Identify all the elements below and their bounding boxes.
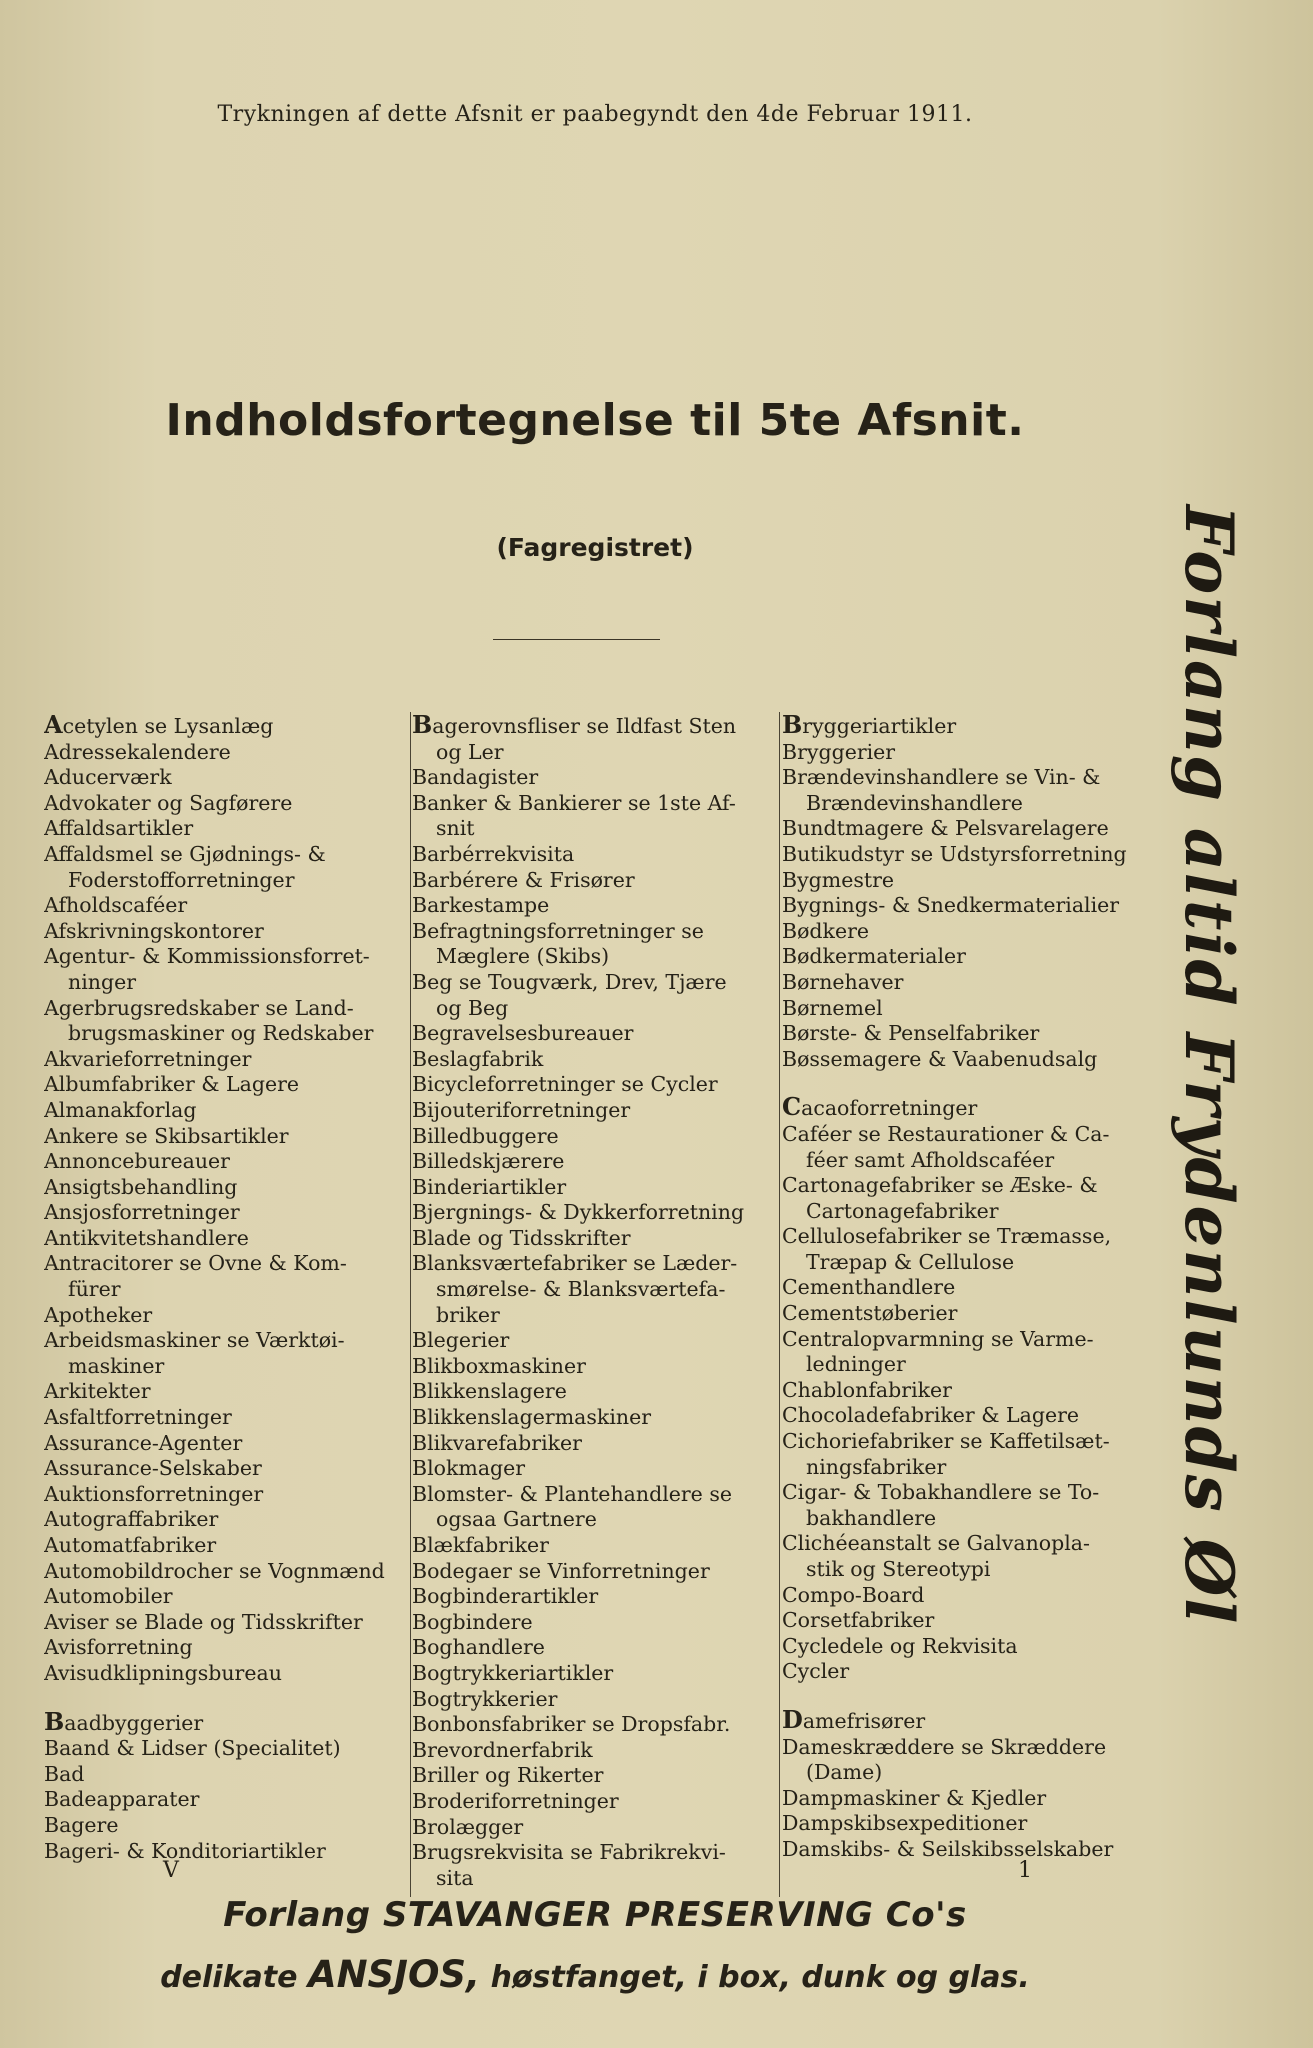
index-entry bbox=[44, 1277, 404, 1303]
index-entry bbox=[412, 1840, 772, 1866]
index-entry-text: Blikkenslagere bbox=[412, 1379, 567, 1404]
column-separator bbox=[410, 712, 411, 1897]
index-entry-text: Cementhandlere bbox=[782, 1275, 956, 1300]
index-entry-text: Bogbindere bbox=[412, 1609, 533, 1634]
index-entry-text: Avisforretning bbox=[44, 1635, 193, 1660]
footer-ad-line-1: Forlang STAVANGER PRESERVING Co's bbox=[223, 1895, 967, 1935]
index-entry bbox=[782, 842, 1142, 868]
index-entry-text: Cartonagefabriker se Æske- & bbox=[782, 1173, 1098, 1198]
index-entry-text: Affaldsartikler bbox=[44, 816, 194, 841]
initial-letter: D bbox=[782, 1704, 803, 1734]
index-entry bbox=[44, 842, 404, 868]
index-entry-text: Caféer se Restaurationer & Ca- bbox=[782, 1121, 1110, 1146]
index-entry bbox=[412, 1328, 772, 1354]
index-entry-text: og Beg bbox=[436, 995, 509, 1020]
printing-note: Trykningen af dette Afsnit er paabegyndt den 4de Februar 1911. bbox=[217, 102, 973, 127]
index-entry bbox=[412, 1559, 772, 1585]
index-entry-text: ogsaa Gartnere bbox=[436, 1507, 597, 1532]
index-entry bbox=[44, 816, 404, 842]
index-entry-text: Bundtmagere & Pelsvarelagere bbox=[782, 816, 1109, 841]
index-entry bbox=[412, 868, 772, 894]
index-entry-text: Bodegaer se Vinforretninger bbox=[412, 1558, 710, 1583]
index-entry bbox=[782, 712, 1142, 740]
index-entry-text: smørelse- & Blanksværtefa- bbox=[436, 1277, 726, 1302]
index-entry bbox=[782, 1760, 1142, 1786]
index-entry-text: Asfaltforretninger bbox=[44, 1405, 232, 1430]
index-entry bbox=[782, 1480, 1142, 1506]
index-entry bbox=[782, 1704, 1142, 1735]
index-entry-text: Agerbrugsredskaber se Land- bbox=[44, 995, 354, 1020]
index-entry-text: Centralopvarmning se Varme- bbox=[782, 1326, 1094, 1351]
index-entry-text: Broderiforretninger bbox=[412, 1788, 619, 1813]
index-entry-text: Bygnings- & Snedkermaterialier bbox=[782, 893, 1120, 918]
index-entry-text: Akvarieforretninger bbox=[44, 1046, 252, 1071]
index-entry bbox=[44, 765, 404, 791]
index-entry bbox=[412, 996, 772, 1022]
index-entry bbox=[782, 1634, 1142, 1660]
index-entry-text: ningsfabriker bbox=[806, 1454, 947, 1479]
column-separator bbox=[779, 712, 780, 1897]
index-entry-text: ninger bbox=[68, 969, 137, 994]
index-entry-text: Assurance-Selskaber bbox=[44, 1456, 262, 1481]
index-entry-text: snit bbox=[436, 816, 475, 841]
index-column-2 bbox=[412, 712, 772, 1892]
index-entry bbox=[44, 919, 404, 945]
index-entry-text: og Ler bbox=[436, 739, 504, 764]
index-entry-text: Corsetfabriker bbox=[782, 1608, 935, 1633]
index-entry-text: Blanksværtefabriker se Læder- bbox=[412, 1251, 738, 1276]
index-entry bbox=[44, 996, 404, 1022]
index-entry-text: Børste- & Penselfabriker bbox=[782, 1021, 1040, 1046]
index-entry-text: Blegerier bbox=[412, 1328, 510, 1353]
initial-letter: C bbox=[782, 1092, 802, 1122]
initial-letter: B bbox=[412, 712, 433, 739]
index-entry-text: Begravelsesbureauer bbox=[412, 1021, 634, 1046]
index-entry-text: Bagere bbox=[44, 1812, 119, 1837]
index-entry bbox=[782, 944, 1142, 970]
index-entry-text: Børnehaver bbox=[782, 969, 904, 994]
index-entry-text: Barbérrekvisita bbox=[412, 841, 575, 866]
index-entry bbox=[412, 1277, 772, 1303]
index-entry-text: Cigar- & Tobakhandlere se To- bbox=[782, 1480, 1100, 1505]
index-entry-text: Annoncebureauer bbox=[44, 1149, 230, 1174]
index-entry bbox=[412, 1610, 772, 1636]
index-entry bbox=[412, 791, 772, 817]
index-entry-text: féer samt Afholdscaféer bbox=[806, 1147, 1055, 1172]
index-entry-text: Chablonfabriker bbox=[782, 1377, 952, 1402]
index-entry-text: briker bbox=[436, 1302, 500, 1327]
index-entry bbox=[782, 1403, 1142, 1429]
index-entry-text: Almanakforlag bbox=[44, 1097, 197, 1122]
index-entry bbox=[44, 1762, 404, 1788]
index-entry bbox=[782, 1047, 1142, 1073]
index-entry bbox=[782, 1173, 1142, 1199]
index-entry-text: Blade og Tidsskrifter bbox=[412, 1225, 631, 1250]
index-entry-text: Chocoladefabriker & Lagere bbox=[782, 1403, 1080, 1428]
index-entry-text: Blikboxmaskiner bbox=[412, 1353, 586, 1378]
index-entry-text: Bødkere bbox=[782, 918, 870, 943]
index-entry bbox=[782, 1557, 1142, 1583]
index-entry bbox=[44, 1533, 404, 1559]
index-entry-text: Barkestampe bbox=[412, 893, 550, 918]
index-entry-text: bakhandlere bbox=[806, 1505, 937, 1530]
index-entry-text: (Dame) bbox=[806, 1760, 883, 1785]
index-entry bbox=[44, 1559, 404, 1585]
index-entry-text: Ansjosforretninger bbox=[44, 1200, 240, 1225]
index-entry-text: Badeapparater bbox=[44, 1787, 200, 1812]
index-entry-text: Brevordnerfabrik bbox=[412, 1737, 593, 1762]
index-entry-text: Automobiler bbox=[44, 1584, 173, 1609]
index-entry-text: Cellulosefabriker se Træmasse, bbox=[782, 1224, 1112, 1249]
index-entry-text: Dameskræddere se Skræddere bbox=[782, 1734, 1107, 1759]
index-entry bbox=[412, 1251, 772, 1277]
index-entry-text: Apotheker bbox=[44, 1302, 153, 1327]
index-entry bbox=[782, 1786, 1142, 1812]
index-entry bbox=[412, 1175, 772, 1201]
index-entry bbox=[782, 919, 1142, 945]
index-entry-text: Avisudklipningsbureau bbox=[44, 1660, 282, 1685]
initial-letter: B bbox=[782, 712, 803, 739]
index-entry bbox=[412, 1149, 772, 1175]
index-entry bbox=[782, 1199, 1142, 1225]
index-entry-text: Banker & Bankierer se 1ste Af- bbox=[412, 790, 736, 815]
index-entry-text: Billedskjærere bbox=[412, 1149, 565, 1174]
index-entry-text: Cementstøberier bbox=[782, 1301, 958, 1326]
index-entry bbox=[44, 1124, 404, 1150]
index-entry bbox=[412, 712, 772, 740]
index-entry-text: Bødkermaterialer bbox=[782, 944, 966, 969]
index-entry bbox=[44, 1584, 404, 1610]
index-entry bbox=[412, 919, 772, 945]
index-entry bbox=[412, 1687, 772, 1713]
index-entry bbox=[782, 765, 1142, 791]
index-entry bbox=[782, 1378, 1142, 1404]
index-entry bbox=[44, 1226, 404, 1252]
page-subtitle: (Fagregistret) bbox=[496, 533, 694, 562]
index-entry-text: Auktionsforretninger bbox=[44, 1481, 264, 1506]
index-entry-text: Compo-Board bbox=[782, 1582, 925, 1607]
index-entry bbox=[782, 1583, 1142, 1609]
index-entry-text: Antikvitetshandlere bbox=[44, 1225, 249, 1250]
index-entry bbox=[44, 1610, 404, 1636]
index-entry bbox=[782, 1301, 1142, 1327]
index-entry bbox=[412, 944, 772, 970]
footer-ad-product: ANSJOS, bbox=[307, 1953, 481, 1996]
index-entry-text: Binderiartikler bbox=[412, 1174, 567, 1199]
index-entry bbox=[44, 1839, 404, 1865]
index-entry bbox=[782, 1735, 1142, 1761]
index-entry-text: Dampmaskiner & Kjedler bbox=[782, 1785, 1047, 1810]
index-entry bbox=[412, 1124, 772, 1150]
index-entry-text: Beslagfabrik bbox=[412, 1046, 544, 1071]
index-entry-text: Baadbyggerier bbox=[44, 1706, 204, 1736]
index-entry-text: Brugsrekvisita se Fabrikrekvi- bbox=[412, 1840, 726, 1865]
index-entry-text: Bygmestre bbox=[782, 867, 895, 892]
index-entry-text: Bryggerier bbox=[782, 739, 896, 764]
index-entry-text: brugsmaskiner og Redskaber bbox=[68, 1021, 374, 1046]
index-entry-text: Bryggeriartikler bbox=[782, 712, 957, 739]
initial-letter: A bbox=[44, 712, 63, 739]
index-entry bbox=[44, 791, 404, 817]
index-entry bbox=[782, 1837, 1142, 1863]
index-entry-text: Cycledele og Rekvisita bbox=[782, 1633, 1018, 1658]
index-entry-text: Autograffabriker bbox=[44, 1507, 219, 1532]
page-title: Indholdsfortegnelse til 5te Afsnit. bbox=[165, 395, 1025, 446]
index-entry bbox=[44, 1482, 404, 1508]
index-entry bbox=[44, 1072, 404, 1098]
index-entry bbox=[782, 1250, 1142, 1276]
footer-ad-line-2 bbox=[0, 1953, 1190, 1996]
initial-letter: B bbox=[44, 1706, 65, 1736]
index-entry bbox=[412, 1431, 772, 1457]
index-entry-text: Boghandlere bbox=[412, 1635, 545, 1660]
index-entry bbox=[782, 893, 1142, 919]
index-entry-text: Damefrisører bbox=[782, 1704, 926, 1734]
index-entry-text: Bad bbox=[44, 1761, 85, 1786]
index-entry-text: Bonbonsfabriker se Dropsfabr. bbox=[412, 1712, 731, 1737]
index-entry bbox=[412, 1738, 772, 1764]
index-entry bbox=[782, 816, 1142, 842]
index-entry bbox=[782, 740, 1142, 766]
index-entry bbox=[44, 1098, 404, 1124]
index-entry bbox=[44, 944, 404, 970]
index-entry bbox=[412, 1354, 772, 1380]
index-entry-text: Bicycleforretninger se Cycler bbox=[412, 1072, 718, 1097]
index-entry-text: Dampskibsexpeditioner bbox=[782, 1811, 1028, 1836]
index-entry bbox=[44, 970, 404, 996]
index-entry-text: Aducerværk bbox=[44, 765, 172, 790]
index-entry bbox=[44, 1456, 404, 1482]
index-entry bbox=[412, 893, 772, 919]
index-entry bbox=[782, 868, 1142, 894]
index-entry-text: Barbérere & Frisører bbox=[412, 867, 635, 892]
index-entry bbox=[44, 1813, 404, 1839]
index-entry-text: Bogtrykkeriartikler bbox=[412, 1660, 614, 1685]
index-entry bbox=[782, 996, 1142, 1022]
title-rule bbox=[493, 639, 660, 640]
index-entry-text: Briller og Rikerter bbox=[412, 1763, 604, 1788]
index-entry bbox=[44, 893, 404, 919]
index-entry-text: Foderstofforretninger bbox=[68, 867, 295, 892]
index-entry bbox=[412, 1405, 772, 1431]
index-entry-text: Butikudstyr se Udstyrsforretning bbox=[782, 841, 1127, 866]
index-entry bbox=[412, 842, 772, 868]
index-entry-text: sita bbox=[436, 1865, 474, 1890]
index-entry bbox=[412, 1815, 772, 1841]
index-entry bbox=[44, 1431, 404, 1457]
index-entry bbox=[44, 712, 404, 740]
index-entry bbox=[412, 1866, 772, 1892]
index-entry-text: Afholdscaféer bbox=[44, 893, 188, 918]
index-entry bbox=[44, 1251, 404, 1277]
index-entry-text: Bogbinderartikler bbox=[412, 1584, 599, 1609]
index-entry-text: Blækfabriker bbox=[412, 1533, 549, 1557]
index-entry bbox=[44, 1047, 404, 1073]
index-entry-text: fürer bbox=[68, 1277, 121, 1302]
index-entry-text: Børnemel bbox=[782, 995, 883, 1020]
index-entry bbox=[44, 1021, 404, 1047]
index-entry bbox=[782, 1659, 1142, 1685]
index-entry-text: Cacaoforretninger bbox=[782, 1092, 978, 1122]
index-entry bbox=[44, 1736, 404, 1762]
index-entry bbox=[782, 970, 1142, 996]
index-entry-text: Billedbuggere bbox=[412, 1123, 559, 1148]
index-entry bbox=[412, 970, 772, 996]
index-entry bbox=[44, 1661, 404, 1687]
index-entry bbox=[412, 816, 772, 842]
index-entry bbox=[44, 868, 404, 894]
index-entry bbox=[44, 1175, 404, 1201]
index-entry-text: Bageri- & Konditoriartikler bbox=[44, 1838, 326, 1863]
index-entry bbox=[412, 1533, 772, 1559]
index-entry-text: Baand & Lidser (Specialitet) bbox=[44, 1736, 341, 1761]
index-entry bbox=[782, 1455, 1142, 1481]
index-entry-text: Bijouteriforretninger bbox=[412, 1097, 631, 1122]
index-entry bbox=[44, 1200, 404, 1226]
index-entry-text: Cichoriefabriker se Kaffetilsæt- bbox=[782, 1429, 1110, 1454]
index-entry bbox=[782, 1506, 1142, 1532]
index-entry-text: Bøssemagere & Vaabenudsalg bbox=[782, 1046, 1098, 1071]
index-entry-text: Bagerovnsfliser se Ildfast Sten bbox=[412, 712, 737, 739]
index-entry bbox=[782, 1352, 1142, 1378]
index-entry bbox=[44, 740, 404, 766]
index-entry bbox=[412, 740, 772, 766]
index-entry-text: Cartonagefabriker bbox=[806, 1198, 999, 1223]
index-entry-text: Assurance-Agenter bbox=[44, 1430, 243, 1455]
index-entry bbox=[412, 1098, 772, 1124]
index-entry bbox=[782, 791, 1142, 817]
index-entry bbox=[782, 1811, 1142, 1837]
index-entry-text: Mæglere (Skibs) bbox=[436, 944, 610, 969]
index-entry bbox=[782, 1608, 1142, 1634]
index-entry-text: Brændevinshandlere se Vin- & bbox=[782, 765, 1101, 790]
index-entry bbox=[412, 1763, 772, 1789]
index-entry-text: Blomster- & Plantehandlere se bbox=[412, 1481, 732, 1506]
index-entry-text: Bandagister bbox=[412, 765, 539, 790]
index-entry-text: Automatfabriker bbox=[44, 1533, 217, 1557]
index-entry bbox=[412, 1661, 772, 1687]
index-entry bbox=[412, 1226, 772, 1252]
index-entry bbox=[782, 1122, 1142, 1148]
index-entry-text: Bjergnings- & Dykkerforretning bbox=[412, 1200, 745, 1225]
index-entry bbox=[44, 1379, 404, 1405]
index-entry-text: Befragtningsforretninger se bbox=[412, 918, 704, 943]
index-entry bbox=[412, 1584, 772, 1610]
index-entry bbox=[412, 1482, 772, 1508]
index-entry-text: Blikkenslagermaskiner bbox=[412, 1405, 652, 1430]
index-entry-text: Aviser se Blade og Tidsskrifter bbox=[44, 1609, 363, 1634]
index-entry bbox=[412, 765, 772, 791]
index-entry bbox=[412, 1379, 772, 1405]
index-entry bbox=[412, 1712, 772, 1738]
index-entry bbox=[412, 1072, 772, 1098]
index-entry bbox=[412, 1303, 772, 1329]
index-entry-text: Clichéeanstalt se Galvanopla- bbox=[782, 1531, 1090, 1556]
index-entry-text: Automobildrocher se Vognmænd bbox=[44, 1558, 385, 1583]
index-entry-text: Brolægger bbox=[412, 1814, 524, 1839]
index-entry bbox=[412, 1456, 772, 1482]
index-entry-text: Advokater og Sagførere bbox=[44, 790, 293, 815]
index-entry bbox=[412, 1200, 772, 1226]
index-entry-text: Cycler bbox=[782, 1659, 850, 1684]
index-entry-text: Antracitorer se Ovne & Kom- bbox=[44, 1251, 347, 1276]
index-column-3 bbox=[782, 712, 1142, 1892]
index-entry-text: ledninger bbox=[806, 1352, 906, 1377]
index-entry bbox=[44, 1405, 404, 1431]
index-entry bbox=[44, 1328, 404, 1354]
index-entry bbox=[782, 1275, 1142, 1301]
index-entry-text: Affaldsmel se Gjødnings- & bbox=[44, 841, 326, 866]
index-entry bbox=[44, 1787, 404, 1813]
index-entry-text: Adressekalendere bbox=[44, 739, 231, 764]
index-entry-text: Blikvarefabriker bbox=[412, 1430, 582, 1455]
index-entry bbox=[782, 1021, 1142, 1047]
footer-ad-post: høstfanget, i box, dunk og glas. bbox=[490, 1960, 1030, 1995]
index-entry bbox=[412, 1789, 772, 1815]
index-entry-text: Acetylen se Lysanlæg bbox=[44, 712, 274, 739]
index-entry-text: Brændevinshandlere bbox=[806, 790, 1023, 815]
index-entry bbox=[782, 1327, 1142, 1353]
index-column-1 bbox=[44, 712, 404, 1892]
index-entry bbox=[44, 1303, 404, 1329]
side-advertisement: Forlang altid Frydenlunds Øl bbox=[1170, 505, 1248, 1626]
index-entry-text: Træpap & Cellulose bbox=[806, 1249, 1015, 1274]
index-entry bbox=[44, 1149, 404, 1175]
index-entry-text: Arkitekter bbox=[44, 1379, 151, 1404]
index-entry-text: Blokmager bbox=[412, 1456, 526, 1481]
index-entry-text: Ansigtsbehandling bbox=[44, 1174, 238, 1199]
index-entry bbox=[412, 1635, 772, 1661]
index-entry bbox=[782, 1429, 1142, 1455]
index-entry bbox=[44, 1354, 404, 1380]
index-entry-text: Ankere se Skibsartikler bbox=[44, 1123, 289, 1148]
index-entry bbox=[782, 1224, 1142, 1250]
index-entry-text: Arbeidsmaskiner se Værktøi- bbox=[44, 1328, 345, 1353]
index-entry-text: Agentur- & Kommissionsforret- bbox=[44, 944, 370, 969]
page-number: 1 bbox=[1018, 1858, 1032, 1883]
index-entry bbox=[44, 1507, 404, 1533]
index-entry bbox=[44, 1635, 404, 1661]
index-entry bbox=[44, 1706, 404, 1737]
index-entry bbox=[782, 1148, 1142, 1174]
index-entry bbox=[412, 1507, 772, 1533]
index-entry-text: Bogtrykkerier bbox=[412, 1686, 558, 1711]
index-entry bbox=[782, 1531, 1142, 1557]
index-entry-text: maskiner bbox=[68, 1353, 165, 1378]
index-entry-text: Damskibs- & Seilskibsselskaber bbox=[782, 1836, 1114, 1861]
index-entry bbox=[412, 1021, 772, 1047]
signature-mark: V bbox=[163, 1858, 179, 1883]
index-entry-text: Afskrivningskontorer bbox=[44, 918, 264, 943]
footer-ad-pre: delikate bbox=[160, 1960, 298, 1995]
index-entry-text: Albumfabriker & Lagere bbox=[44, 1072, 300, 1097]
index-entry-text: stik og Stereotypi bbox=[806, 1557, 991, 1581]
index-entry-text: Beg se Tougværk, Drev, Tjære bbox=[412, 969, 727, 994]
index-entry bbox=[782, 1094, 1142, 1122]
index-entry bbox=[412, 1047, 772, 1073]
